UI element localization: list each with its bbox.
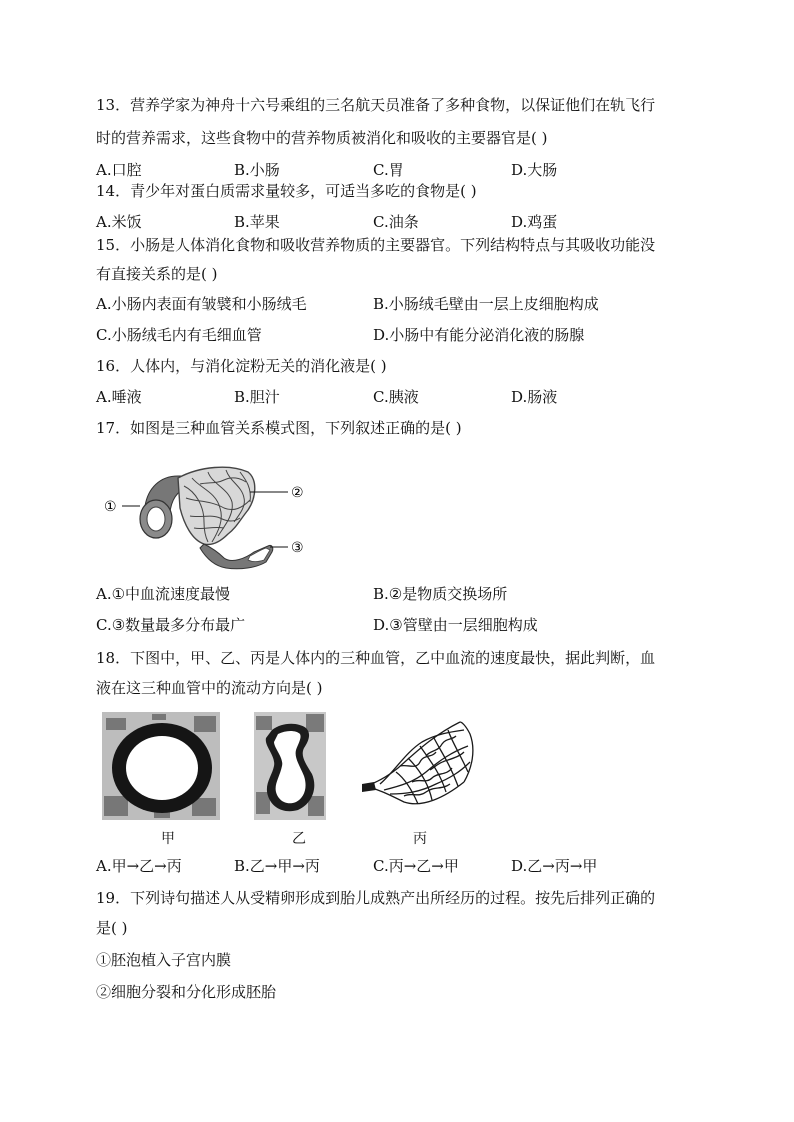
q18-option-b[interactable]: B.乙→甲→丙 xyxy=(234,857,320,875)
q15-option-c[interactable]: C.小肠绒毛内有毛细血管 xyxy=(96,326,262,344)
q14-option-c[interactable]: C.油条 xyxy=(373,213,419,231)
q13-option-d[interactable]: D.大肠 xyxy=(511,161,558,179)
q16-option-b[interactable]: B.胆汁 xyxy=(234,388,280,406)
q13-option-c[interactable]: C.胃 xyxy=(373,161,404,179)
vessel-jia-image xyxy=(102,712,220,820)
q17-option-d[interactable]: D.③管壁由一层细胞构成 xyxy=(373,616,538,634)
label-1: ① xyxy=(104,499,117,515)
q15-option-a[interactable]: A.小肠内表面有皱襞和小肠绒毛 xyxy=(96,295,307,313)
q15-stem-line1: 15．小肠是人体消化食物和吸收营养物质的主要器官。下列结构特点与其吸收功能没 xyxy=(96,236,656,254)
q13-option-b[interactable]: B.小肠 xyxy=(234,161,280,179)
q14-stem-line1: 14．青少年对蛋白质需求量较多，可适当多吃的食物是( ) xyxy=(96,182,477,200)
q17-option-a[interactable]: A.①中血流速度最慢 xyxy=(96,585,231,603)
q15-stem-line2: 有直接关系的是( ) xyxy=(96,265,218,283)
q13-stem-line1: 13．营养学家为神舟十六号乘组的三名航天员准备了多种食物，以保证他们在轨飞行 xyxy=(96,96,656,114)
q17-option-b[interactable]: B.②是物质交换场所 xyxy=(373,585,508,603)
q15-option-b[interactable]: B.小肠绒毛壁由一层上皮细胞构成 xyxy=(373,295,599,313)
q14-option-a[interactable]: A.米饭 xyxy=(96,213,142,231)
q19-item-2: ②细胞分裂和分化形成胚胎 xyxy=(96,983,277,1001)
label-3: ③ xyxy=(291,540,304,556)
q14-option-b[interactable]: B.苹果 xyxy=(234,213,280,231)
q16-stem-line1: 16．人体内，与消化淀粉无关的消化液是( ) xyxy=(96,357,387,375)
bing-network xyxy=(366,722,473,804)
figure-label-bing: 丙 xyxy=(413,831,427,847)
vessel-yi-image xyxy=(254,712,326,820)
q19-item-1: ①胚泡植入子宫内膜 xyxy=(96,951,232,969)
q16-option-d[interactable]: D.肠液 xyxy=(511,388,558,406)
q17-option-c[interactable]: C.③数量最多分布最广 xyxy=(96,616,246,634)
q13-stem-line2: 时的营养需求，这些食物中的营养物质被消化和吸收的主要器官是( ) xyxy=(96,129,548,147)
bing-inlet xyxy=(362,782,376,792)
q15-option-d[interactable]: D.小肠中有能分泌消化液的肠腺 xyxy=(373,326,585,344)
q14-option-d[interactable]: D.鸡蛋 xyxy=(511,213,558,231)
q18-option-c[interactable]: C.丙→乙→甲 xyxy=(373,857,459,875)
artery-lumen xyxy=(147,507,165,531)
q17-stem-line1: 17．如图是三种血管关系模式图，下列叙述正确的是( ) xyxy=(96,419,462,437)
q18-option-a[interactable]: A.甲→乙→丙 xyxy=(96,857,182,875)
q18-stem-line2: 液在这三种血管中的流动方向是( ) xyxy=(96,679,323,697)
q16-option-c[interactable]: C.胰液 xyxy=(373,388,419,406)
figure-label-yi: 乙 xyxy=(292,831,306,847)
q19-stem-line2: 是( ) xyxy=(96,919,128,937)
label-2: ② xyxy=(291,485,304,501)
q18-option-d[interactable]: D.乙→丙→甲 xyxy=(511,857,598,875)
blood-vessel-diagram xyxy=(100,462,330,572)
figure-label-jia: 甲 xyxy=(161,831,175,847)
jia-lumen xyxy=(126,736,198,800)
q13-option-a[interactable]: A.口腔 xyxy=(96,161,142,179)
q16-option-a[interactable]: A.唾液 xyxy=(96,388,142,406)
q18-stem-line1: 18．下图中，甲、乙、丙是人体内的三种血管，乙中血流的速度最快，据此判断，血 xyxy=(96,649,656,667)
vessel-bing-image xyxy=(360,712,478,816)
q19-stem-line1: 19．下列诗句描述人从受精卵形成到胎儿成熟产出所经历的过程。按先后排列正确的 xyxy=(96,889,656,907)
